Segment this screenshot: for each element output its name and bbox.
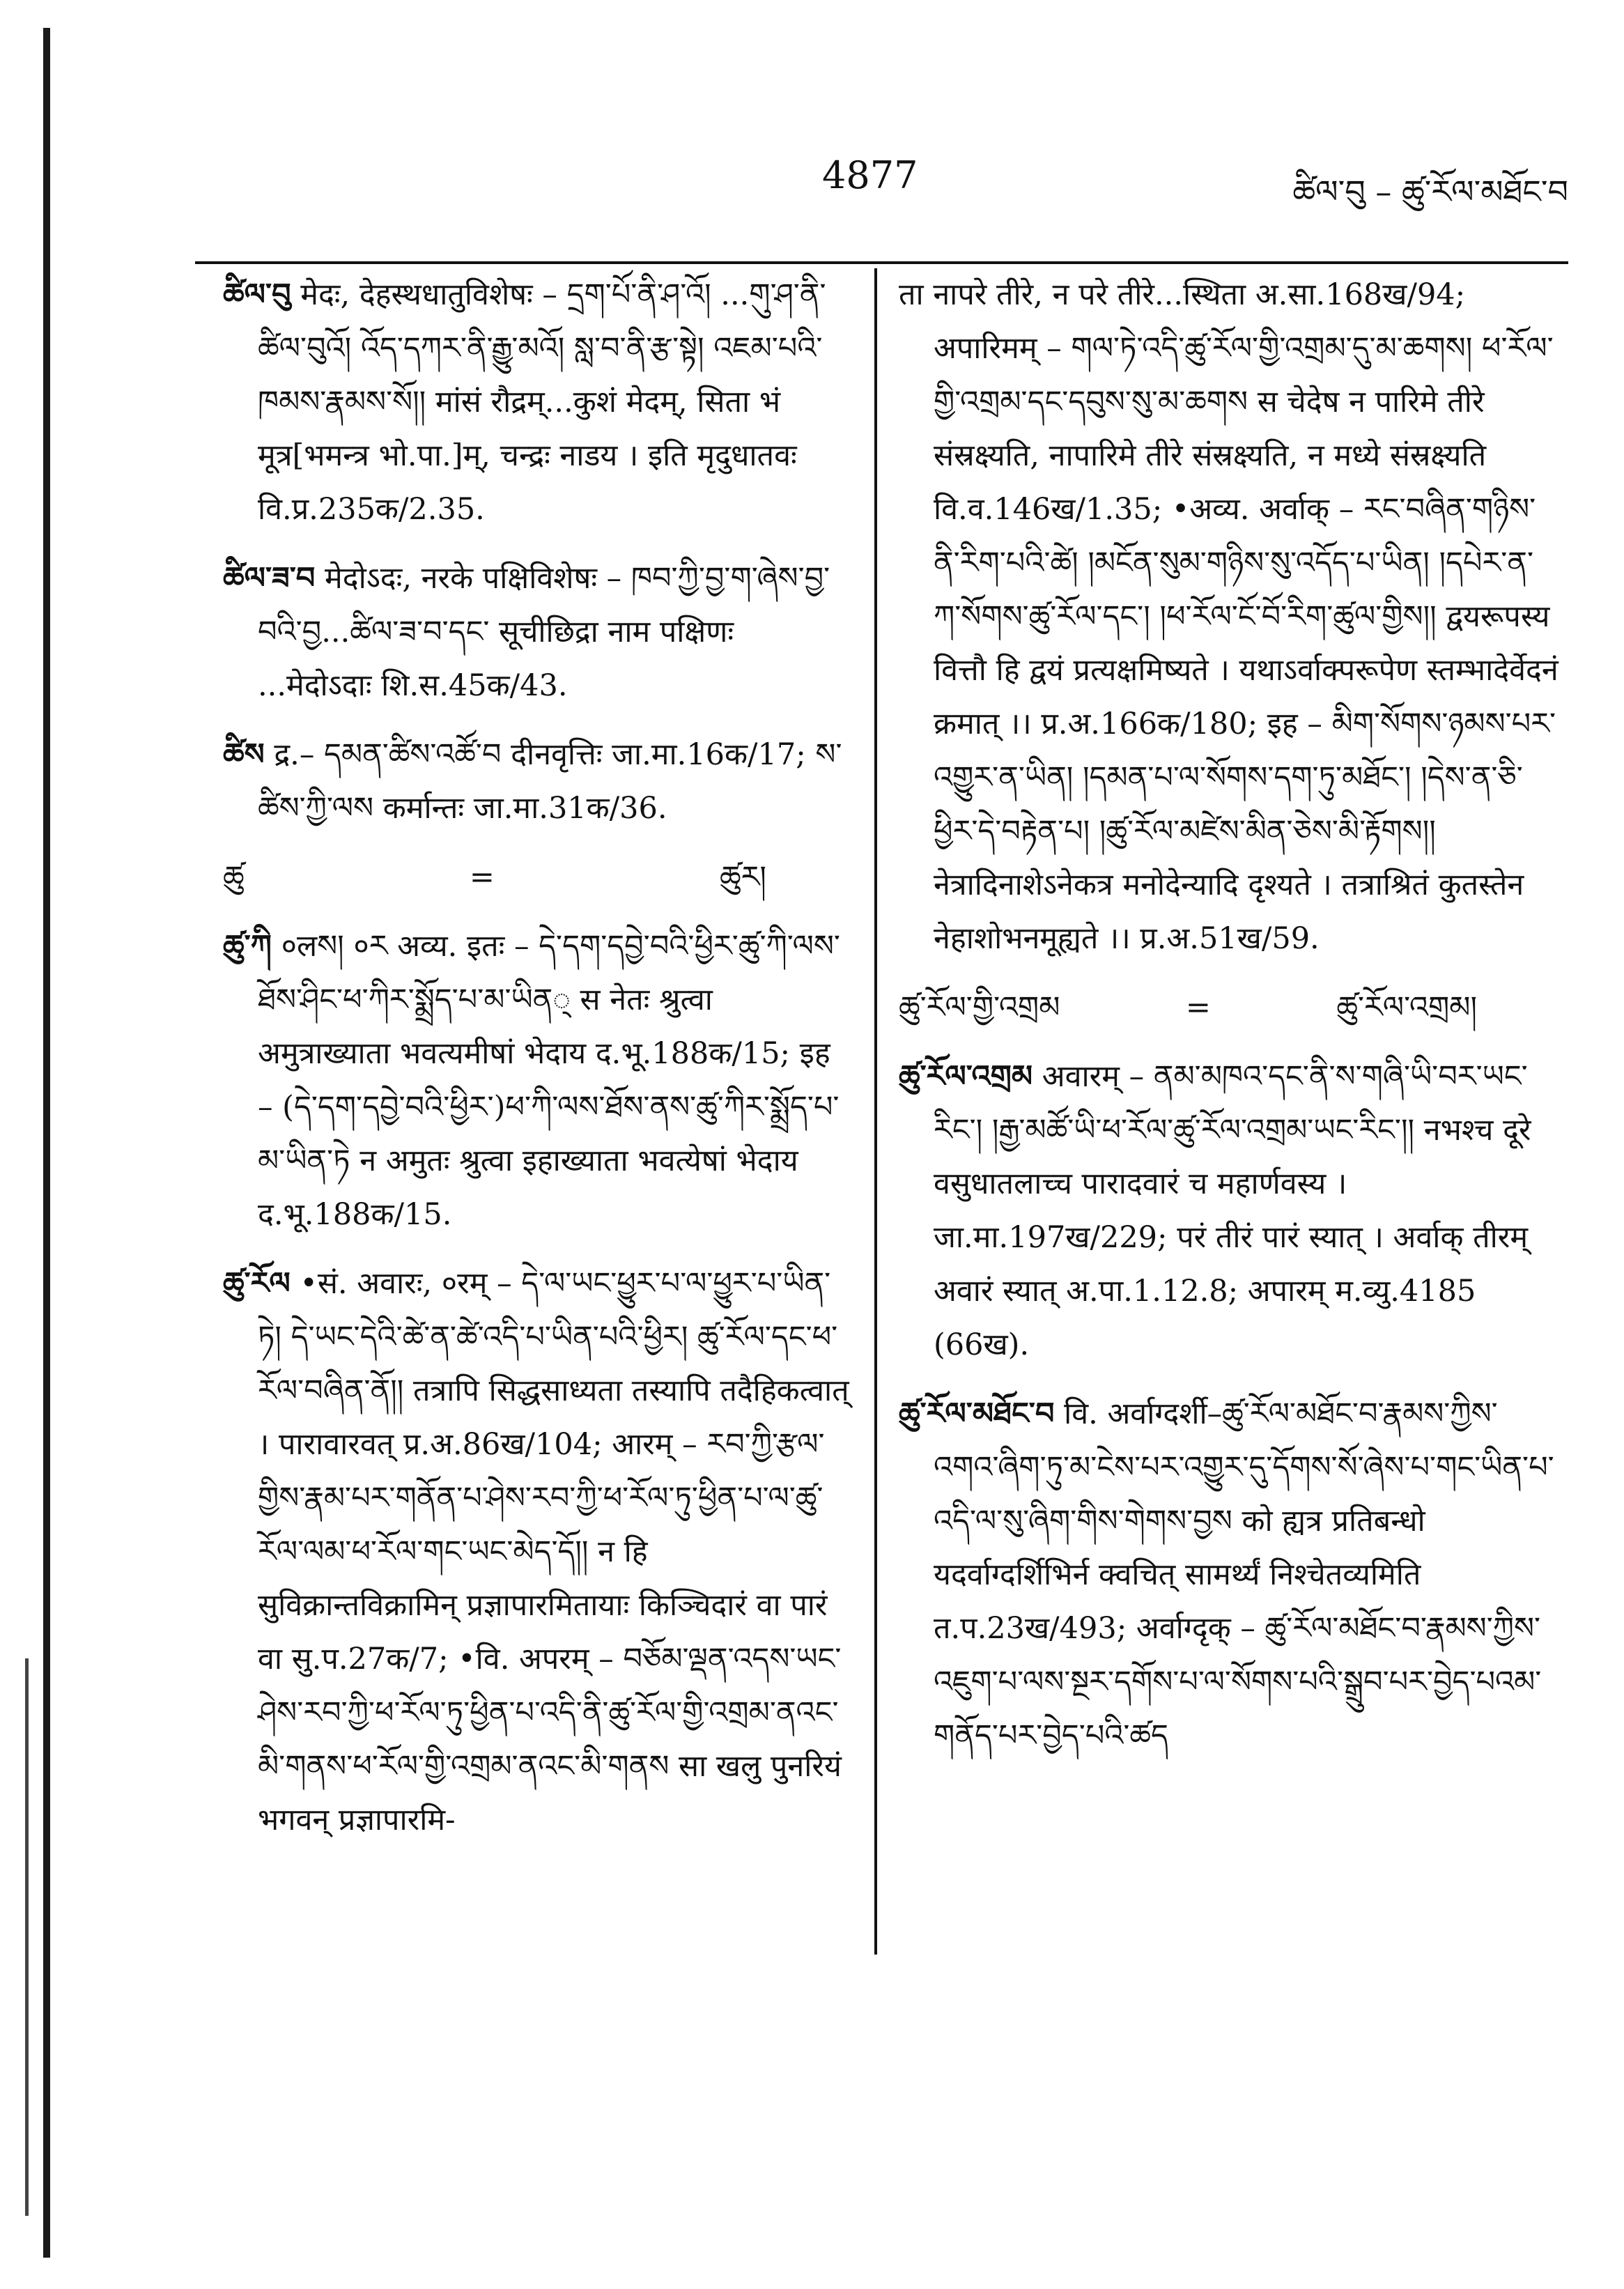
entry-text: अवारम् – ནམ་མཁའ་དང་ནི་ས་གཞི་ཡི་བར་ཡང་རིང་། །རྒྱ་མཚོ་ཡི་ཕ་རོལ་ཚུ་རོལ་འགྲམ་ཡང་རིང་།། नभश्च दूरे वसुधातलाच्च पारादवारं च महार्णवस्य । जा.मा.197ख/229; परं तीरं पारं स्यात् । अर्वाक् तीरम् अवारं स्यात् अ.पा.1.12.8; अपारम् म.व्यु.4185 (66ख). [934, 1059, 1531, 1362]
cross-reference-to: ཚུར། [720, 860, 766, 895]
page-number: 4877 [822, 153, 918, 197]
cross-reference [223, 851, 850, 904]
entry-headword: ཚིས [223, 737, 265, 772]
entry-headword: ཚུ་རོལ་འགྲམ [899, 1059, 1033, 1094]
cross-reference-to: ཚུ་རོལ་འགྲམ། [1336, 990, 1477, 1025]
header-rule [195, 261, 1568, 264]
scan-binding-edge-secondary [25, 1658, 29, 2216]
right-column [899, 268, 1561, 1778]
cross-reference-from: ཚུ [223, 860, 245, 895]
entry [223, 1257, 850, 1847]
cross-reference-from: ཚུ་རོལ་གྱི་འགྲམ [899, 990, 1060, 1025]
entry-text: ता नापरे तीरे, न परे तीरे...स्थिता अ.सा.168ख/94; अपारिमम् – གལ་ཏེ་འདི་ཚུ་རོལ་གྱི་འགྲམ་དུ་མ་ཆགས། ཕ་རོལ་གྱི་འགྲམ་དང་དབུས་སུ་མ་ཆགས स चेदेष न पारिमे तीरे संस्रक्ष्यति, नापारिमे तीरे संस्रक्ष्यति, न मध्ये संस्रक्ष्यति वि.व.146ख/1.35; •अव्य. अर्वाक् – རང་བཞིན་གཉིས་ནི་རིག་པའི་ཚེ། །མངོན་སུམ་གཉིས་སུ་འདོད་པ་ཡིན། །དཔེར་ན་ཀ་སོགས་ཚུ་རོལ་དང་། །ཕ་རོལ་ངོ་བོ་རིག་ཚུལ་གྱིས།། द्वयरूपस्य वित्तौ हि द्वयं प्रत्यक्षमिष्यते । यथाऽर्वाक्परूपेण स्तम्भादेर्वेदनं क्रमात् ।। प्र.अ.166क/180; इह – མིག་སོགས་ཉམས་པར་འགྱུར་ན་ཡིན། །དམན་པ་ལ་སོགས་དག་ཏུ་མཐོང་། །དེས་ན་ཅི་ཕྱིར་དེ་བརྟེན་པ། །ཚུ་རོལ་མཛེས་མིན་ཅེས་མི་རྟོགས།། नेत्रादिनाशेऽनेकत्र मनोदेन्यादि दृश्यते । तत्राश्रितं कुतस्तेन नेहाशोभनमूह्यते ।। प्र.अ.51ख/59. [899, 277, 1559, 956]
equals-sign: = [469, 860, 495, 895]
entry-text: वि. अर्वाग्दर्शी–ཚུ་རོལ་མཐོང་བ་རྣམས་ཀྱིས་འགའ་ཞིག་ཏུ་མ་ངེས་པར་འགྱུར་དུ་དོགས་སོ་ཞེས་པ་གང་ཡིན་པ་འདི་ལ་སུ་ཞིག་གིས་གེགས་བྱས को ह्यत्र प्रतिबन्धो यदर्वाग्दर्शिभिर्न क्वचित् सामर्थ्यं निश्चेतव्यमिति त.प.23ख/493; अर्वाग्दृक् – ཚུ་རོལ་མཐོང་བ་རྣམས་ཀྱིས་འཇུག་པ་ལས་སྔར་དགོས་པ་ལ་སོགས་པའི་སྒྲུབ་པར་བྱེད་པའམ་གནོད་པར་བྱེད་པའི་ཚད [934, 1396, 1554, 1753]
entry [223, 268, 850, 537]
running-title: ཚིལ་བུ – ཚུ་རོལ་མཐོང་བ [1292, 173, 1568, 210]
column-divider [874, 268, 877, 1955]
left-column [223, 268, 850, 1863]
cross-reference [899, 981, 1561, 1035]
entry [899, 1387, 1561, 1763]
equals-sign: = [1185, 990, 1211, 1025]
entry-headword: ཚིལ་ཟ་བ [223, 561, 316, 596]
entry [899, 1050, 1561, 1372]
entry-headword: ཚུ་ཀི [223, 929, 272, 964]
scan-binding-edge [43, 28, 50, 2258]
entry-text: मेदोऽदः, नरके पक्षिविशेषः – ཁབ་ཀྱི་བྱ་ག་ཞེས་བྱ་བའི་བྱ...ཚིལ་ཟ་བ་དང་ सूचीछिद्रा नाम पक्षिणः ...मेदोऽदाः शि.स.45क/43. [258, 561, 830, 703]
entry-continuation [899, 268, 1561, 966]
entry-text: मेदः, देहस्थधातुविशेषः – དྲག་པོ་ནི་ཤ་འོ། ...གུ་ཤ་ནི་ཚིལ་བུའོ། འོད་དཀར་ནི་རྒྱུ་མའོ། སླ་བ་ནི་རྩ་སྟེ། འཇམ་པའི་ཁམས་རྣམས་སོ།། मांसं रौद्रम्...कुशं मेदम्, सिता भं मूत्र[भमन्त्र भो.पा.]म्, चन्द्रः नाडय । इति मृदुधातवः वि.प्र.235क/2.35. [258, 277, 826, 527]
entry-headword: ཚུ་རོལ [223, 1266, 291, 1301]
entry [223, 920, 850, 1242]
entry-text: ०लས། ०ར अव्य. इतः – དེ་དག་དབྱེ་བའི་ཕྱིར་ཚུ་ཀི་ལས་ཐོས་ཤིང་ཕ་ཀིར་སྨྲོད་པ་མ་ཡིན् स नेतः श्रुत्वा अमुत्राख्याता भवत्यमीषां भेदाय द.भू.188क/15; इह – (དེ་དག་དབྱེ་བའི་ཕྱིར་)ཕ་ཀི་ལས་ཐོས་ནས་ཚུ་ཀིར་སྨྲོད་པ་མ་ཡིན་ཏེ न अमुतः श्रुत्वा इहाख्याता भवत्येषां भेदाय द.भू.188क/15. [258, 929, 840, 1232]
entry [223, 552, 850, 713]
entry-text: •सं. अवारः, ०रम् – དེ་ལ་ཡང་ཕྱུར་པ་ལ་ཕྱུར་པ་ཡིན་ཏེ། དེ་ཡང་དེའི་ཚེ་ན་ཚེ་འདི་པ་ཡིན་པའི་ཕྱིར། ཚུ་རོལ་དང་ཕ་རོལ་བཞིན་ནོ།། तत्रापि सिद्धसाध्यता तस्यापि तदैहिकत्वात् । पारावारवत् प्र.अ.86ख/104; आरम् – རབ་ཀྱི་རྩལ་གྱིས་རྣམ་པར་གནོན་པ་ཤེས་རབ་ཀྱི་ཕ་རོལ་ཏུ་ཕྱིན་པ་ལ་ཚུ་རོལ་ལམ་ཕ་རོལ་གང་ཡང་མེད་དོ།། न हि सुविक्रान्तविक्रामिन् प्रज्ञापारमितायाः किञ्चिदारं वा पारं वा सु.प.27क/7; •वि. अपरम् – བཅོམ་ལྡན་འདས་ཡང་ཤེས་རབ་ཀྱི་ཕ་རོལ་ཏུ་ཕྱིན་པ་འདི་ནི་ཚུ་རོལ་གྱི་འགྲམ་ནའང་མི་གནས་ཕ་རོལ་གྱི་འགྲམ་ནའང་མི་གནས सा खलु पुनरियं भगवन् प्रज्ञापारमि- [258, 1266, 849, 1837]
entry-text: द्र.– དམན་ཚིས་འཚོ་བ दीनवृत्तिः जा.मा.16क/17; ས་ཚིས་ཀྱི་ལས कर्मान्तः जा.मा.31क/36. [258, 737, 842, 826]
entry [223, 728, 850, 835]
entry-headword: ཚུ་རོལ་མཐོང་བ [899, 1396, 1055, 1431]
entry-headword: ཚིལ་བུ [223, 277, 291, 312]
